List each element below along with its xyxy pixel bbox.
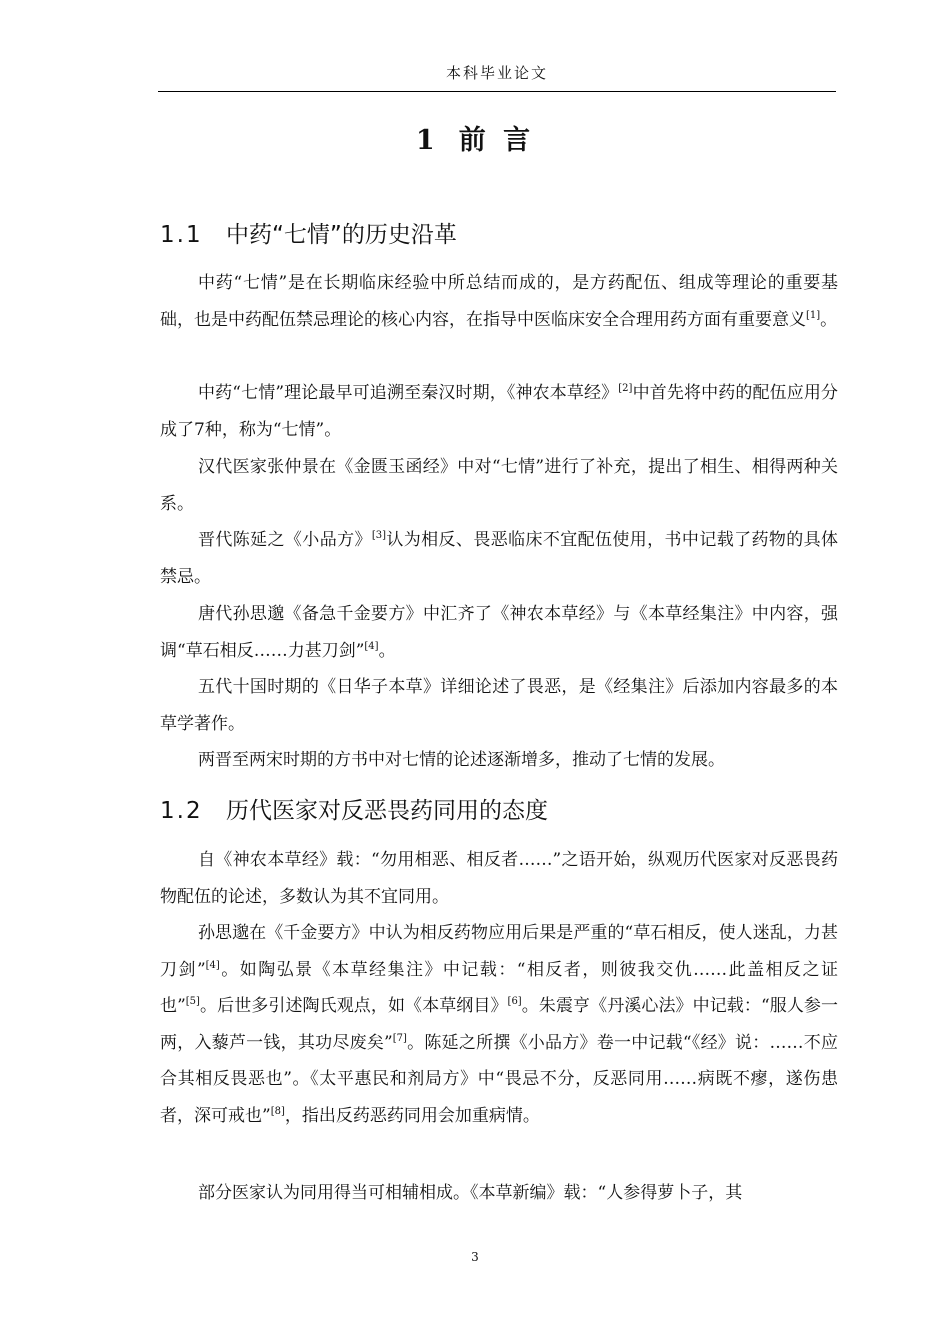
chapter-title	[0, 118, 950, 157]
citation: [5]	[185, 996, 200, 1007]
page-header: 本科毕业论文	[158, 62, 836, 92]
chapter-number: 1	[415, 125, 439, 156]
citation: [3]	[371, 530, 387, 541]
paragraph: 孙思邈在《千金要方》中认为相反药物应用后果是严重的“草石相反，使人迷乱，力甚刀剑”[4]。如陶弘景《本草经集注》中记载：“相反者，则彼我交仇……此盖相反之证也”[5]。后世多引述陶氏观点，如《本草纲目》[6]。朱震亨《丹溪心法》中记载：“服人参一两，入藜芦一钱，其功尽废矣”[7]。陈延之所撰《小品方》卷一中记载“《经》说：……不应合其相反畏恶也”。《太平惠民和剂局方》中“畏忌不分，反恶同用……病既不瘳，遂伤患者，深可戒也”[8]，指出反药恶药同用会加重病情。	[160, 923, 838, 1126]
paragraph: 中药“七情”是在长期临床经验中所总结而成的，是方药配伍、组成等理论的重要基础，也是中药配伍禁忌理论的核心内容，在指导中医临床安全合理用药方面有重要意义[1]。	[160, 273, 838, 330]
section-heading-1-2	[160, 792, 548, 825]
section-number: 1.1	[160, 222, 203, 248]
citation: [7]	[392, 1032, 407, 1044]
section-heading-1-1	[160, 216, 457, 249]
citation: [6]	[507, 996, 522, 1007]
paragraph: 唐代孙思邈《备急千金要方》中汇齐了《神农本草经》与《本草经集注》中内容，强调“草石相反……力甚刀剑”[4]。	[160, 604, 838, 661]
paragraph: 中药“七情”理论最早可追溯至秦汉时期，《神农本草经》[2]中首先将中药的配伍应用分成了7种，称为“七情”。	[160, 383, 838, 440]
citation: [8]	[270, 1105, 285, 1117]
chapter-heading: 前 言	[458, 125, 535, 156]
section-number: 1.2	[160, 798, 203, 824]
page-number: 3	[471, 1250, 479, 1264]
paragraph: 部分医家认为同用得当可相辅相成。《本草新编》载：“人参得萝卜子，其	[198, 1183, 743, 1203]
paragraph: 自《神农本草经》载：“勿用相恶、相反者……”之语开始，纵观历代医家对反恶畏药物配伍的论述，多数认为其不宜同用。	[160, 850, 838, 907]
paragraph: 两晋至两宋时期的方书中对七情的论述逐渐增多，推动了七情的发展。	[198, 750, 725, 770]
citation: [1]	[806, 309, 821, 321]
paragraph: 晋代陈延之《小品方》[3]认为相反、畏恶临床不宜配伍使用，书中记载了药物的具体禁忌。	[160, 530, 839, 587]
citation: [4]	[205, 959, 220, 971]
citation: [4]	[364, 640, 379, 652]
paragraph: 五代十国时期的《日华子本草》详细论述了畏恶，是《经集注》后添加内容最多的本草学著作。	[160, 677, 838, 734]
paragraph: 汉代医家张仲景在《金匮玉函经》中对“七情”进行了补充，提出了相生、相得两种关系。	[160, 457, 838, 514]
citation: [2]	[618, 383, 633, 394]
section-title: 历代医家对反恶畏药同用的态度	[226, 798, 548, 824]
section-title: 中药“七情”的历史沿革	[226, 222, 457, 248]
